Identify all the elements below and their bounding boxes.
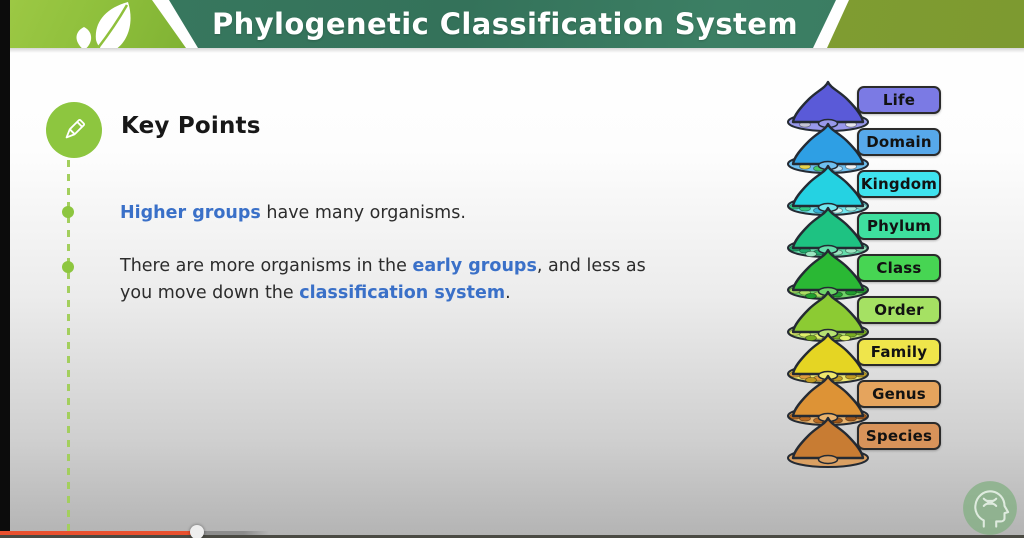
slide-title: Phylogenetic Classification System	[212, 7, 798, 41]
progress-buffered[interactable]	[197, 531, 269, 535]
body-text: , and less as	[536, 256, 646, 276]
taxonomy-label-species: Species	[857, 422, 941, 450]
body-text: .	[505, 283, 511, 303]
highlight-term: Higher groups	[120, 203, 261, 223]
key-point-1	[120, 200, 720, 227]
highlight-term: classification system	[299, 283, 506, 303]
taxonomy-label-life: Life	[857, 86, 941, 114]
taxonomy-label-genus: Genus	[857, 380, 941, 408]
taxonomy-labels	[783, 76, 953, 472]
key-points-heading: Key Points	[121, 113, 261, 139]
progress-scrubber[interactable]	[190, 525, 204, 538]
brain-dna-logo	[961, 479, 1019, 537]
taxonomy-label-kingdom: Kingdom	[857, 170, 941, 198]
key-point-2	[120, 253, 720, 307]
highlight-term: early groups	[412, 256, 537, 276]
taxonomy-label-class: Class	[857, 254, 941, 282]
taxonomy-label-order: Order	[857, 296, 941, 324]
body-text: you move down the	[120, 283, 300, 303]
taxonomy-label-domain: Domain	[857, 128, 941, 156]
taxonomy-label-phylum: Phylum	[857, 212, 941, 240]
key-points-list	[120, 200, 720, 333]
slide-header	[0, 0, 1024, 48]
leaf-logo-icon	[50, 0, 170, 55]
progress-played[interactable]	[0, 531, 191, 535]
bullet-dot	[62, 261, 74, 273]
header-leaf-band	[10, 0, 195, 48]
pencil-icon	[59, 115, 89, 145]
bullet-dot	[62, 206, 74, 218]
taxonomy-label-family: Family	[857, 338, 941, 366]
taxonomy-funnel-diagram	[783, 76, 953, 472]
header-shadow	[0, 48, 1024, 53]
letterbox-left-bar	[0, 0, 10, 538]
key-points-badge	[46, 102, 102, 158]
body-text: have many organisms.	[260, 203, 466, 223]
body-text: There are more organisms in the	[120, 256, 413, 276]
